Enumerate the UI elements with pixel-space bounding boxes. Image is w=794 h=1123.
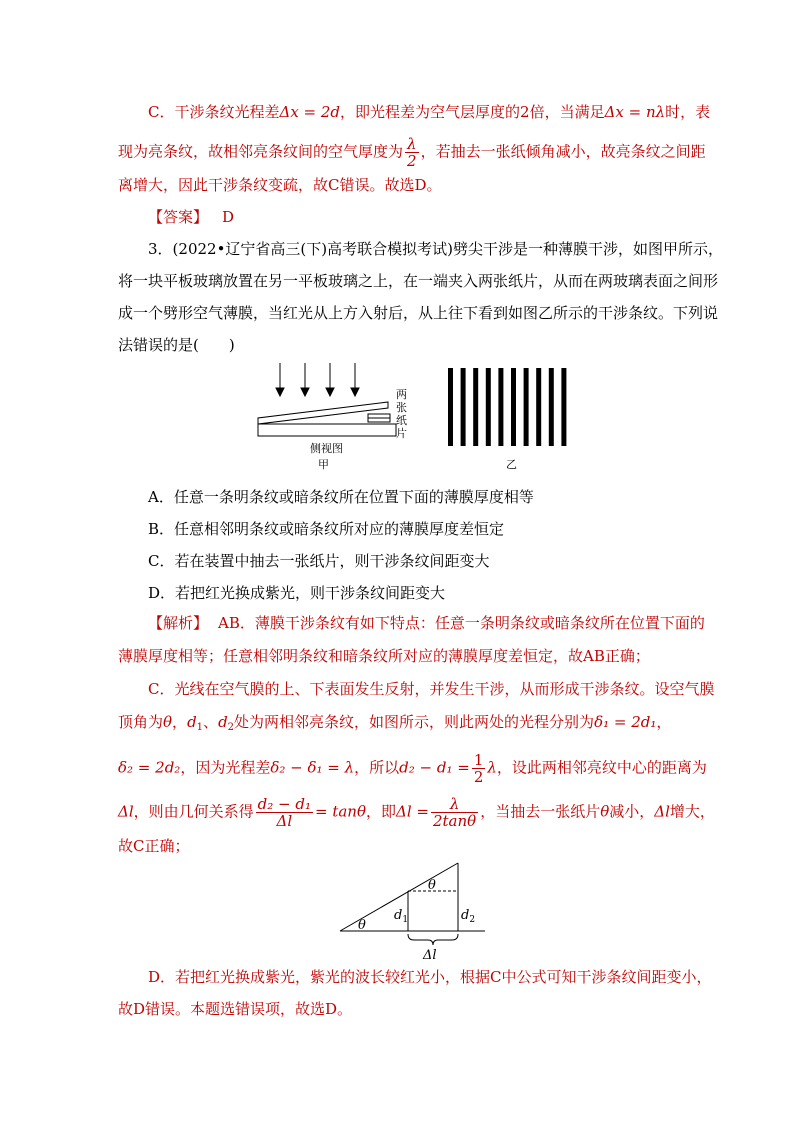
option-b: B．任意相邻明条纹或暗条纹所对应的薄膜厚度差恒定 [148,520,505,538]
text: ， [656,713,672,731]
d2-label [461,908,475,925]
d1-label [394,908,408,925]
side-label-3: 纸 [396,414,407,427]
delta-l: Δl [118,802,134,821]
delta-l: Δl [654,802,670,821]
analysis-tag: 【解析】 [148,614,209,632]
formula-path-diff: δ₂ − δ₁ = λ [270,758,355,777]
fraction-half [472,752,486,785]
denominator: 2 [473,768,484,786]
glass-plates [258,402,396,436]
option-c: C．若在装置中抽去一张纸片，则干涉条纹间距变大 [148,552,490,570]
answer-value: D [222,208,235,226]
text: ，所以 [354,758,400,777]
d2: d [218,713,228,731]
text: 处为两相邻亮条纹，如图所示，则此两处的光程分别为 [234,713,595,731]
delta-l-label: Δl [423,948,437,963]
stripe [498,368,503,446]
caption-side-view: 侧视图 [310,442,343,455]
stripe [461,368,466,446]
formula-d-diff: d₂ − d₁ = [399,758,470,777]
d1: d [394,908,403,923]
numerator: 1 [473,751,484,769]
denominator: Δl [276,812,293,830]
interference-stripes [448,368,566,446]
fraction-lambda-over-2tan [431,796,478,829]
analysis-line6 [118,796,715,829]
side-label-4: 片 [396,427,407,440]
analysis-line2: 薄膜厚度相等；任意相邻明条纹和暗条纹所对应的薄膜厚度差恒定，故AB正确； [118,647,650,665]
caption-yi: 乙 [506,458,517,471]
stripe [448,368,453,446]
text: ， [172,713,188,731]
analysis-line9: 故D错误。本题选错误项，故选D。 [118,1000,353,1018]
side-label-2: 张 [396,401,407,414]
incident-arrows [276,363,359,396]
c-explanation-line3: 离增大，因此干涉条纹变疏，故C错误。故选D。 [118,176,442,194]
question-line4: 法错误的是( ) [118,336,235,354]
question-line2: 将一块平板玻璃放置在另一平板玻璃之上，在一端夹入两张纸片，从而在两玻璃表面之间形 [118,272,719,290]
formula-delta1: δ₁ = 2d₁ [594,713,657,731]
answer-line [148,206,234,228]
stripe [549,368,554,446]
option-d: D．若把红光换成紫光，则干涉条纹间距变大 [148,584,446,602]
denominator: 2tanθ [432,812,477,830]
analysis-line8: D．若把红光换成紫光，紫光的波长较红光小，根据C中公式可知干涉条纹间距变小， [148,968,712,986]
option-a: A．任意一条明条纹或暗条纹所在位置下面的薄膜厚度相等 [148,488,534,506]
theta: θ [163,713,173,731]
caption-jia: 甲 [318,458,329,471]
sub-1: 1 [196,722,204,733]
figure-geometry [330,855,500,965]
analysis-line4 [118,711,671,739]
analysis-line7: 故C正确； [118,837,190,855]
stripe [561,368,566,446]
text: 现为亮条纹，故相邻亮条纹间的空气厚度为 [118,142,404,161]
side-label-1: 两 [396,388,407,401]
text: ，则由几何关系得 [133,802,254,821]
c-explanation-line2 [118,136,706,169]
text: C．干涉条纹光程差 [148,103,280,121]
theta: θ [600,802,610,821]
stripe [536,368,541,446]
lambda: λ [487,758,497,777]
d2-sub: 2 [469,915,476,925]
tan-theta: = tanθ [315,802,366,821]
numerator: λ [431,796,478,813]
text: ，因为光程差 [180,758,271,777]
numerator: d₂ − d₁ [257,795,311,813]
text: ，设此两相邻亮纹中心的距离为 [496,758,707,777]
question-line3: 成一个劈形空气薄膜，当红光从上方入射后，从上往下看到如图乙所示的干涉条纹。下列说 [118,304,719,322]
text: ，当抽去一张纸片 [480,802,601,821]
stripe [486,368,491,446]
d1-sub: 1 [402,915,409,925]
d2: d [461,908,470,923]
delta-l-eq: Δl = [396,802,429,821]
question-line1: 3．(2022•辽宁省高三(下)高考联合模拟考试)劈尖干涉是一种薄膜干涉，如图甲所示， [148,240,723,258]
stripe [511,368,516,446]
denominator: 2 [407,152,417,170]
formula-dx-2d: Δx = 2d [279,103,341,121]
text: AB．薄膜干涉条纹有如下特点：任意一条明条纹或暗条纹所在位置下面的 [218,614,705,632]
stripe [524,368,529,446]
c-explanation-line1 [148,101,710,123]
formula-delta2: δ₂ = 2d₂ [118,758,181,777]
numerator: λ [405,136,419,153]
stripe [473,368,478,446]
text: ，即 [366,802,397,821]
analysis-line1 [148,612,705,634]
analysis-line3: C．光线在空气膜的上、下表面发生反射，并发生干涉，从而形成干涉条纹。设空气膜 [148,680,715,698]
theta-label-2: θ [428,878,436,893]
formula-dx-nlambda: Δx = nλ [604,103,666,121]
text: 时，表 [665,103,711,121]
sub-2: 2 [227,722,235,733]
analysis-line5 [118,752,707,785]
text: 、 [203,713,219,731]
fraction-d-over-dl [256,796,313,829]
text: 减小， [609,802,655,821]
text: 增大， [669,802,715,821]
text: ，若抽去一张纸倾角减小，故亮条纹之间距 [420,142,706,161]
figure-wedge-interference [250,360,590,480]
fraction-lambda-over-2 [405,136,419,169]
text: 顶角为 [118,713,164,731]
d1: d [187,713,197,731]
theta-label-1: θ [358,918,366,933]
answer-tag: 【答案】 [148,208,209,226]
text: ，即光程差为空气层厚度的2倍，当满足 [340,103,605,121]
